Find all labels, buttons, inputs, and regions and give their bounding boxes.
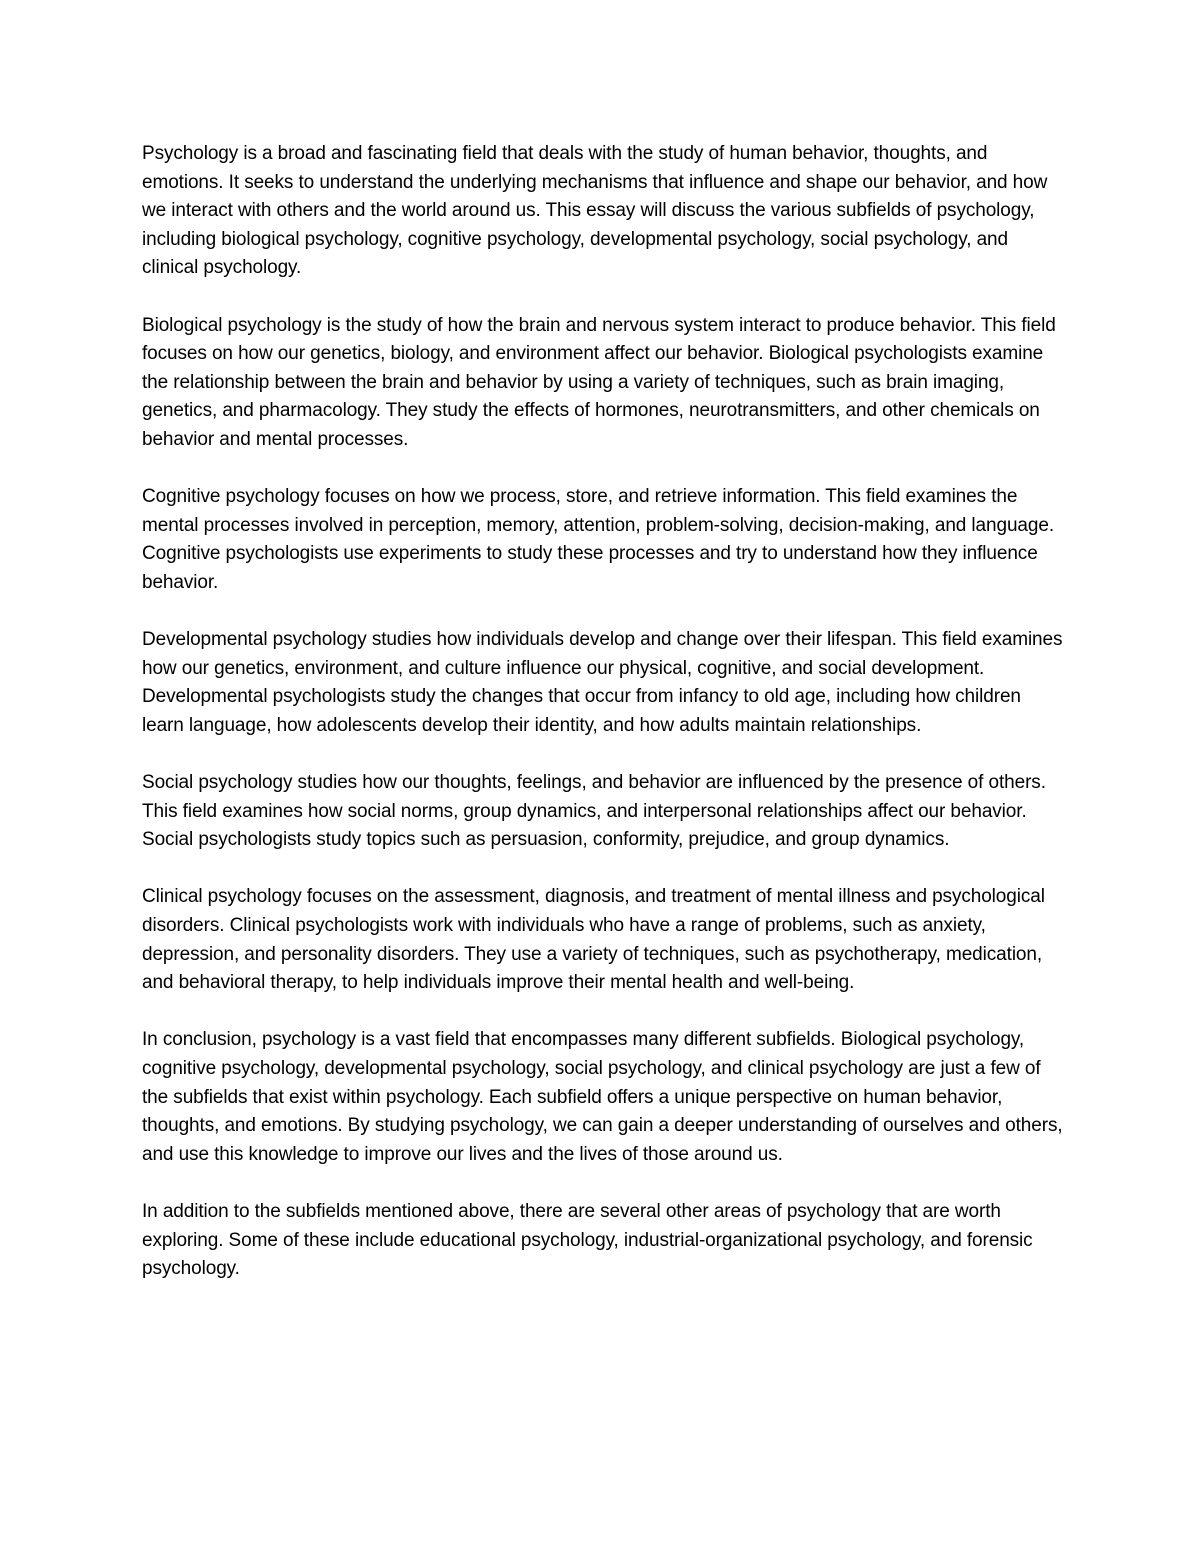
- paragraph-cognitive-psychology: Cognitive psychology focuses on how we process, store, and retrieve information. This field examines the mental processes involved in perception, memory, attention, problem-solving, decision-making, and language. Cognitive psychologists use experiments to study these processes and try to understand how they influence behavior.: [142, 486, 1054, 593]
- paragraph-conclusion: In conclusion, psychology is a vast field that encompasses many different subfields. Biological psychology, cognitive psychology, developmental psychology, social psychology, and clinical psychology are just a few of the subfields that exist within psychology. Each subfield offers a unique perspective on human behavior, thoughts, and emotions. By studying psychology, we can gain a deeper understanding of ourselves and others, and use this knowledge to improve our lives and the lives of those around us.: [142, 1029, 1063, 1165]
- paragraph-social-psychology: Social psychology studies how our thoughts, feelings, and behavior are influenced by the presence of others. This field examines how social norms, group dynamics, and interpersonal relationships affect our behavior. Social psychologists study topics such as persuasion, conformity, prejudice, and group dynamics.: [142, 772, 1046, 851]
- paragraph-biological-psychology: Biological psychology is the study of how the brain and nervous system interact to produce behavior. This field focuses on how our genetics, biology, and environment affect our behavior. Biological psychologists examine the relationship between the brain and behavior by using a variety of techniques, such as brain imaging, genetics, and pharmacology. They study the effects of hormones, neurotransmitters, and other chemicals on behavior and mental processes.: [142, 314, 1056, 450]
- paragraph-developmental-psychology: Developmental psychology studies how individuals develop and change over their lifespan. This field examines how our genetics, environment, and culture influence our physical, cognitive, and social development. Developmental psychologists study the changes that occur from infancy to old age, including how children learn language, how adolescents develop their identity, and how adults maintain relationships.: [142, 629, 1063, 736]
- paragraph-clinical-psychology: Clinical psychology focuses on the assessment, diagnosis, and treatment of mental illness and psychological disorders. Clinical psychologists work with individuals who have a range of problems, such as anxiety, depression, and personality disorders. They use a variety of techniques, such as psychotherapy, medication, and behavioral therapy, to help individuals improve their mental health and well-being.: [142, 886, 1045, 994]
- document-body: [142, 140, 1067, 1284]
- paragraph-introduction: Psychology is a broad and fascinating field that deals with the study of human behavior, thoughts, and emotions. It seeks to understand the underlying mechanisms that influence and shape our behavior, and how we interact with others and the world around us. This essay will discuss the various subfields of psychology, including biological psychology, cognitive psychology, developmental psychology, social psychology, and clinical psychology.: [142, 143, 1048, 279]
- paragraph-additional-areas: In addition to the subfields mentioned above, there are several other areas of psychology that are worth exploring. Some of these include educational psychology, industrial-organizational psychology, and forensic psychology.: [142, 1200, 1033, 1280]
